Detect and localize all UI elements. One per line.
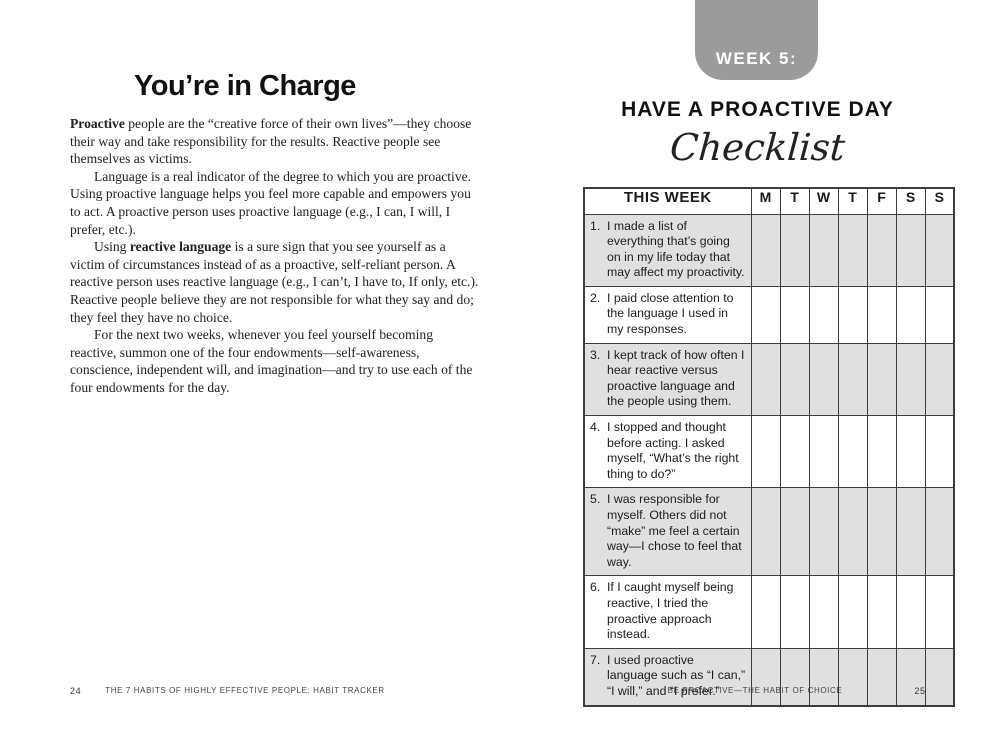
checklist-heading: HAVE A PROACTIVE DAY <box>621 98 894 121</box>
paragraph-text: people are the “creative force of their own lives”—they choose their way and take responsibility for the results. Reactive people see themselves as victims. <box>70 116 472 167</box>
day-cell <box>751 343 780 415</box>
row-number: 7. <box>590 652 601 667</box>
day-header-monday: M <box>751 188 780 214</box>
checklist-item <box>584 286 751 343</box>
day-cell <box>896 648 925 705</box>
day-cell <box>751 286 780 343</box>
day-cell <box>867 214 896 286</box>
day-cell <box>838 286 867 343</box>
day-cell <box>809 576 838 648</box>
day-cell <box>925 648 954 705</box>
day-cell <box>867 343 896 415</box>
day-cell <box>780 648 809 705</box>
day-cell <box>838 416 867 488</box>
day-cell <box>780 214 809 286</box>
right-page <box>500 0 1000 750</box>
day-cell <box>751 488 780 576</box>
day-cell <box>809 286 838 343</box>
day-cell <box>838 648 867 705</box>
row-text: I made a list of everything that’s going on in my life today that may affect my proactivity. <box>607 218 745 280</box>
day-header-friday: F <box>867 188 896 214</box>
checklist-item <box>584 488 751 576</box>
row-text: I used proactive language such as “I can,” “I will,” and “I prefer.” <box>607 652 746 698</box>
day-cell <box>809 488 838 576</box>
paragraph-text: is a sure sign that you see yourself as a victim of circumstances instead of as a proactive, self-reliant person. A reactive person uses reactive language (e.g., I can’t, I have to, If only, etc.). Reactive people believe they are not responsible for what they say and do; they feel they have no choice. <box>70 239 479 325</box>
day-cell <box>751 416 780 488</box>
row-text: I paid close attention to the language I used in my responses. <box>607 290 734 337</box>
day-cell <box>896 343 925 415</box>
day-cell <box>809 648 838 705</box>
day-cell <box>838 214 867 286</box>
day-header-saturday: S <box>896 188 925 214</box>
row-text: I kept track of how often I hear reactive versus proactive language and the people using them. <box>607 347 745 409</box>
body-paragraph-1 <box>70 115 480 168</box>
day-header-sunday: S <box>925 188 954 214</box>
page-number-left: 24 <box>70 686 82 696</box>
checklist-item <box>584 214 751 286</box>
checklist-item <box>584 416 751 488</box>
table-row <box>584 488 954 576</box>
day-cell <box>896 576 925 648</box>
day-cell <box>809 416 838 488</box>
running-title-left: THE 7 HABITS OF HIGHLY EFFECTIVE PEOPLE: HABIT TRACKER <box>105 686 385 695</box>
row-text: If I caught myself being reactive, I tried the proactive approach instead. <box>607 580 734 642</box>
running-title-right: BE PROACTIVE—THE HABIT OF CHOICE <box>667 686 843 695</box>
day-cell <box>896 214 925 286</box>
row-text: I stopped and thought before acting. I asked myself, “What’s the right thing to do?” <box>607 420 739 481</box>
day-cell <box>925 488 954 576</box>
day-cell <box>867 576 896 648</box>
body-paragraph-2: Language is a real indicator of the degree to which you are proactive. Using proactive language helps you feel more capable and empowers you to act. A proactive person uses proactive language (e.g., I can, I will, I prefer, etc.). <box>70 168 472 237</box>
row-number: 5. <box>590 492 601 507</box>
row-number: 2. <box>590 290 601 305</box>
day-cell <box>925 416 954 488</box>
day-cell <box>925 343 954 415</box>
checklist-table <box>583 187 955 707</box>
day-cell <box>925 214 954 286</box>
row-number: 4. <box>590 420 601 435</box>
table-row <box>584 416 954 488</box>
row-number: 3. <box>590 347 601 362</box>
day-cell <box>780 286 809 343</box>
week-tab <box>695 0 818 80</box>
body-paragraph-3 <box>70 238 480 326</box>
day-cell <box>867 416 896 488</box>
day-cell <box>896 416 925 488</box>
table-header-row <box>584 188 954 214</box>
table-row <box>584 214 954 286</box>
day-header-wednesday: W <box>809 188 838 214</box>
day-cell <box>751 214 780 286</box>
day-cell <box>838 488 867 576</box>
day-cell <box>867 488 896 576</box>
checklist-item <box>584 648 751 705</box>
page-number-right: 25 <box>914 686 926 696</box>
this-week-header: THIS WEEK <box>584 188 751 214</box>
day-cell <box>780 416 809 488</box>
bold-lead-word: Proactive <box>70 116 125 131</box>
row-number: 6. <box>590 580 601 595</box>
table-row <box>584 343 954 415</box>
day-cell <box>780 488 809 576</box>
checklist-item <box>584 343 751 415</box>
day-cell <box>925 286 954 343</box>
checklist-script-subheading: Checklist <box>668 126 847 169</box>
page-title: You’re in Charge <box>134 70 356 102</box>
table-row <box>584 576 954 648</box>
day-cell <box>896 286 925 343</box>
day-cell <box>809 343 838 415</box>
bold-phrase: reactive language <box>129 239 232 255</box>
day-cell <box>780 576 809 648</box>
day-cell <box>867 648 896 705</box>
week-tab-label: WEEK 5: <box>715 49 798 68</box>
day-cell <box>925 576 954 648</box>
day-cell <box>751 648 780 705</box>
body-paragraph-4: For the next two weeks, whenever you feel yourself becoming reactive, summon one of the four endowments—self-awareness, conscience, independent will, and imagination—and try to use each of the four endowments for the day. <box>70 327 473 395</box>
day-cell <box>867 286 896 343</box>
paragraph-text: Using <box>94 239 130 255</box>
day-cell <box>780 343 809 415</box>
table-row <box>584 286 954 343</box>
day-cell <box>751 576 780 648</box>
day-cell <box>896 488 925 576</box>
row-number: 1. <box>590 218 601 233</box>
row-text: I was responsible for myself. Others did not “make” me feel a certain way—I chose to feel that way. <box>607 492 742 569</box>
checklist-item <box>584 576 751 648</box>
day-cell <box>809 214 838 286</box>
day-header-thursday: T <box>838 188 867 214</box>
day-cell <box>838 576 867 648</box>
table-row <box>584 648 954 705</box>
day-header-tuesday: T <box>780 188 809 214</box>
body-text <box>70 115 480 397</box>
day-cell <box>838 343 867 415</box>
